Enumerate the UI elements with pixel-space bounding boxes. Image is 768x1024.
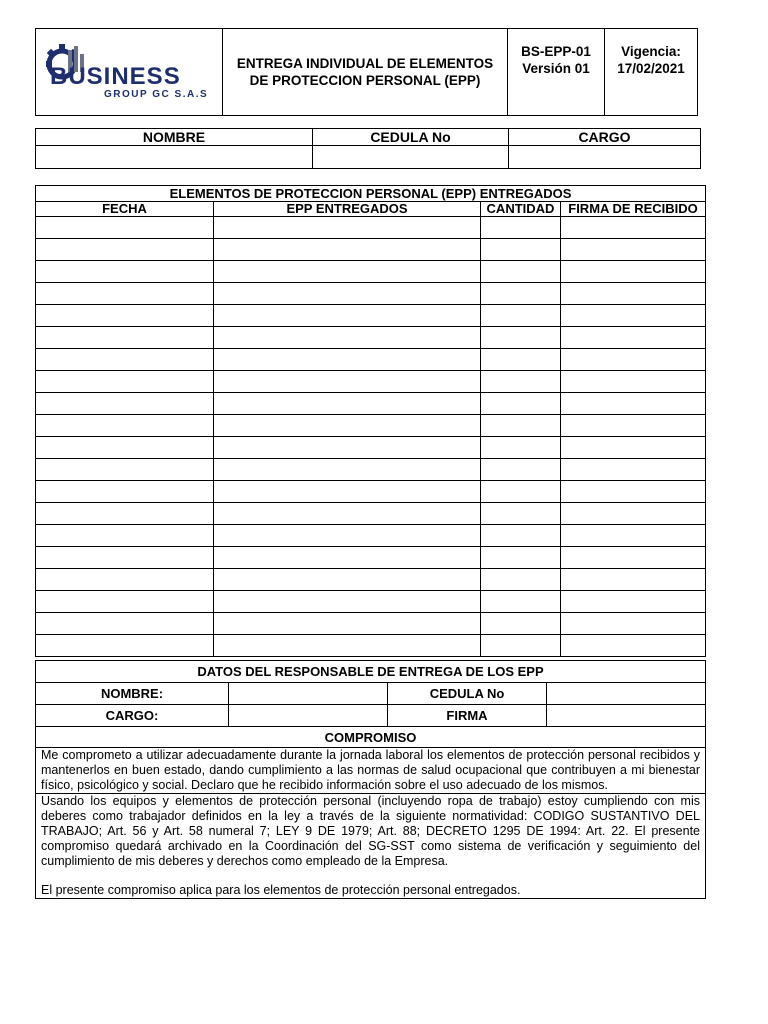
epp-fecha-cell[interactable] (36, 459, 214, 481)
responsible-title: DATOS DEL RESPONSABLE DE ENTREGA DE LOS EPP (36, 661, 706, 683)
commitment-title: COMPROMISO (36, 727, 706, 748)
epp-cantidad-cell[interactable] (481, 217, 561, 239)
epp-row (36, 437, 706, 459)
epp-epp-cell[interactable] (214, 437, 481, 459)
epp-cantidad-cell[interactable] (481, 327, 561, 349)
epp-fecha-cell[interactable] (36, 591, 214, 613)
epp-cantidad-cell[interactable] (481, 349, 561, 371)
epp-cantidad-cell[interactable] (481, 591, 561, 613)
epp-cantidad-cell[interactable] (481, 481, 561, 503)
epp-epp-cell[interactable] (214, 459, 481, 481)
epp-row (36, 327, 706, 349)
epp-firma-cell[interactable] (561, 305, 706, 327)
epp-fecha-cell[interactable] (36, 635, 214, 657)
epp-firma-cell[interactable] (561, 569, 706, 591)
epp-fecha-cell[interactable] (36, 547, 214, 569)
epp-epp-cell[interactable] (214, 591, 481, 613)
nombre-field[interactable] (36, 146, 313, 169)
epp-firma-cell[interactable] (561, 217, 706, 239)
epp-row (36, 305, 706, 327)
epp-row (36, 239, 706, 261)
company-logo (42, 40, 214, 100)
epp-epp-cell[interactable] (214, 635, 481, 657)
epp-firma-cell[interactable] (561, 415, 706, 437)
commitment-paragraph-2-cell (36, 794, 706, 899)
epp-cantidad-cell[interactable] (481, 503, 561, 525)
cargo-field[interactable] (509, 146, 701, 169)
epp-row (36, 393, 706, 415)
epp-firma-cell[interactable] (561, 547, 706, 569)
epp-fecha-cell[interactable] (36, 217, 214, 239)
commitment-paragraph-3: El presente compromiso aplica para los elementos de protección personal entregados. (41, 883, 521, 897)
col-fecha: FECHA (36, 202, 214, 217)
epp-epp-cell[interactable] (214, 481, 481, 503)
cedula-header: CEDULA No (313, 129, 509, 146)
epp-cantidad-cell[interactable] (481, 283, 561, 305)
epp-fecha-cell[interactable] (36, 371, 214, 393)
cargo-header: CARGO (509, 129, 701, 146)
epp-fecha-cell[interactable] (36, 349, 214, 371)
col-firma-recibido: FIRMA DE RECIBIDO (561, 202, 706, 217)
commitment-table (35, 726, 706, 899)
vigencia-date: 17/02/2021 (617, 61, 685, 76)
epp-firma-cell[interactable] (561, 349, 706, 371)
epp-fecha-cell[interactable] (36, 393, 214, 415)
epp-delivery-table (35, 185, 706, 657)
epp-cantidad-cell[interactable] (481, 437, 561, 459)
epp-cantidad-cell[interactable] (481, 239, 561, 261)
epp-fecha-cell[interactable] (36, 327, 214, 349)
resp-firma-label: FIRMA (388, 705, 547, 727)
title-line-2: DE PROTECCION PERSONAL (EPP) (249, 73, 481, 88)
document-title (223, 29, 508, 116)
resp-nombre-label: NOMBRE: (36, 683, 229, 705)
epp-cantidad-cell[interactable] (481, 459, 561, 481)
epp-row (36, 459, 706, 481)
resp-cargo-field[interactable] (229, 705, 388, 727)
epp-fecha-cell[interactable] (36, 261, 214, 283)
epp-epp-cell[interactable] (214, 349, 481, 371)
epp-firma-cell[interactable] (561, 525, 706, 547)
epp-firma-cell[interactable] (561, 459, 706, 481)
epp-cantidad-cell[interactable] (481, 525, 561, 547)
epp-row (36, 503, 706, 525)
epp-firma-cell[interactable] (561, 239, 706, 261)
epp-epp-cell[interactable] (214, 261, 481, 283)
commitment-paragraph-1: Me comprometo a utilizar adecuadamente durante la jornada laboral los elementos de protección personal recibidos y mantenerlos en buen estado, dando cumplimiento a las normas de salud ocupacional que contribuyen a mi bienestar físico, psicológico y social. Declaro que he recibido información sobre el uso adecuado de los mismos. (36, 748, 706, 794)
nombre-header: NOMBRE (36, 129, 313, 146)
vigencia-cell (605, 29, 698, 116)
epp-cantidad-cell[interactable] (481, 547, 561, 569)
epp-cantidad-cell[interactable] (481, 261, 561, 283)
epp-firma-cell[interactable] (561, 591, 706, 613)
epp-firma-cell[interactable] (561, 261, 706, 283)
epp-firma-cell[interactable] (561, 283, 706, 305)
epp-epp-cell[interactable] (214, 503, 481, 525)
epp-row (36, 261, 706, 283)
epp-epp-cell[interactable] (214, 415, 481, 437)
epp-row (36, 217, 706, 239)
epp-cantidad-cell[interactable] (481, 569, 561, 591)
epp-row (36, 591, 706, 613)
epp-row (36, 635, 706, 657)
epp-epp-cell[interactable] (214, 613, 481, 635)
epp-cantidad-cell[interactable] (481, 613, 561, 635)
document-code-cell (508, 29, 605, 116)
epp-row (36, 525, 706, 547)
epp-row (36, 415, 706, 437)
epp-epp-cell[interactable] (214, 305, 481, 327)
epp-epp-cell[interactable] (214, 393, 481, 415)
logo-sub-text: GROUP GC S.A.S (104, 89, 209, 100)
epp-epp-cell[interactable] (214, 569, 481, 591)
epp-firma-cell[interactable] (561, 613, 706, 635)
resp-cedula-field[interactable] (547, 683, 706, 705)
epp-firma-cell[interactable] (561, 327, 706, 349)
col-cantidad: CANTIDAD (481, 202, 561, 217)
epp-fecha-cell[interactable] (36, 305, 214, 327)
resp-nombre-field[interactable] (229, 683, 388, 705)
responsible-table (35, 660, 706, 727)
epp-fecha-cell[interactable] (36, 569, 214, 591)
epp-cantidad-cell[interactable] (481, 393, 561, 415)
epp-epp-cell[interactable] (214, 217, 481, 239)
epp-firma-cell[interactable] (561, 481, 706, 503)
epp-fecha-cell[interactable] (36, 239, 214, 261)
epp-row (36, 547, 706, 569)
resp-cargo-label: CARGO: (36, 705, 229, 727)
resp-firma-field[interactable] (547, 705, 706, 727)
epp-firma-cell[interactable] (561, 635, 706, 657)
epp-epp-cell[interactable] (214, 525, 481, 547)
epp-cantidad-cell[interactable] (481, 371, 561, 393)
title-line-1: ENTREGA INDIVIDUAL DE ELEMENTOS (236, 56, 494, 71)
logo-cell (36, 29, 223, 116)
epp-epp-cell[interactable] (214, 239, 481, 261)
logo-main-text: BUSINESS (50, 63, 181, 90)
epp-epp-cell[interactable] (214, 327, 481, 349)
epp-row (36, 371, 706, 393)
epp-row (36, 613, 706, 635)
epp-epp-cell[interactable] (214, 283, 481, 305)
epp-row (36, 283, 706, 305)
cedula-field[interactable] (313, 146, 509, 169)
document-code: BS-EPP-01 (521, 44, 591, 59)
epp-row (36, 349, 706, 371)
epp-row (36, 569, 706, 591)
epp-firma-cell[interactable] (561, 503, 706, 525)
vigencia-label: Vigencia: (621, 44, 681, 59)
epp-epp-cell[interactable] (214, 371, 481, 393)
document-version: Versión 01 (522, 61, 590, 76)
epp-table-title: ELEMENTOS DE PROTECCION PERSONAL (EPP) ENTREGADOS (36, 186, 706, 202)
epp-fecha-cell[interactable] (36, 613, 214, 635)
epp-firma-cell[interactable] (561, 393, 706, 415)
epp-firma-cell[interactable] (561, 437, 706, 459)
commitment-paragraph-2: Usando los equipos y elementos de protección personal (incluyendo ropa de trabajo) estoy cumpliendo con mis deberes como trabajador definidos en la ley a través de la siguiente normatividad: CODIGO SUSTANTIVO DEL TRABAJO; Art. 56 y Art. 58 numeral 7; LEY 9 DE 1979; Art. 88; DECRETO 1295 DE 1994: Art. 22. El presente compromiso quedará archivado en la Coordinación del SG-SST como sistema de verificación y seguimiento del cumplimiento de mis deberes y derechos como empleado de la Empresa. (41, 794, 700, 868)
epp-fecha-cell[interactable] (36, 525, 214, 547)
epp-cantidad-cell[interactable] (481, 415, 561, 437)
epp-cantidad-cell[interactable] (481, 305, 561, 327)
employee-info-table (35, 128, 701, 169)
epp-fecha-cell[interactable] (36, 415, 214, 437)
epp-epp-cell[interactable] (214, 547, 481, 569)
col-epp-entregados: EPP ENTREGADOS (214, 202, 481, 217)
epp-row (36, 481, 706, 503)
epp-fecha-cell[interactable] (36, 481, 214, 503)
epp-firma-cell[interactable] (561, 371, 706, 393)
epp-fecha-cell[interactable] (36, 503, 214, 525)
epp-fecha-cell[interactable] (36, 283, 214, 305)
epp-fecha-cell[interactable] (36, 437, 214, 459)
epp-cantidad-cell[interactable] (481, 635, 561, 657)
document-header (35, 28, 698, 116)
resp-cedula-label: CEDULA No (388, 683, 547, 705)
